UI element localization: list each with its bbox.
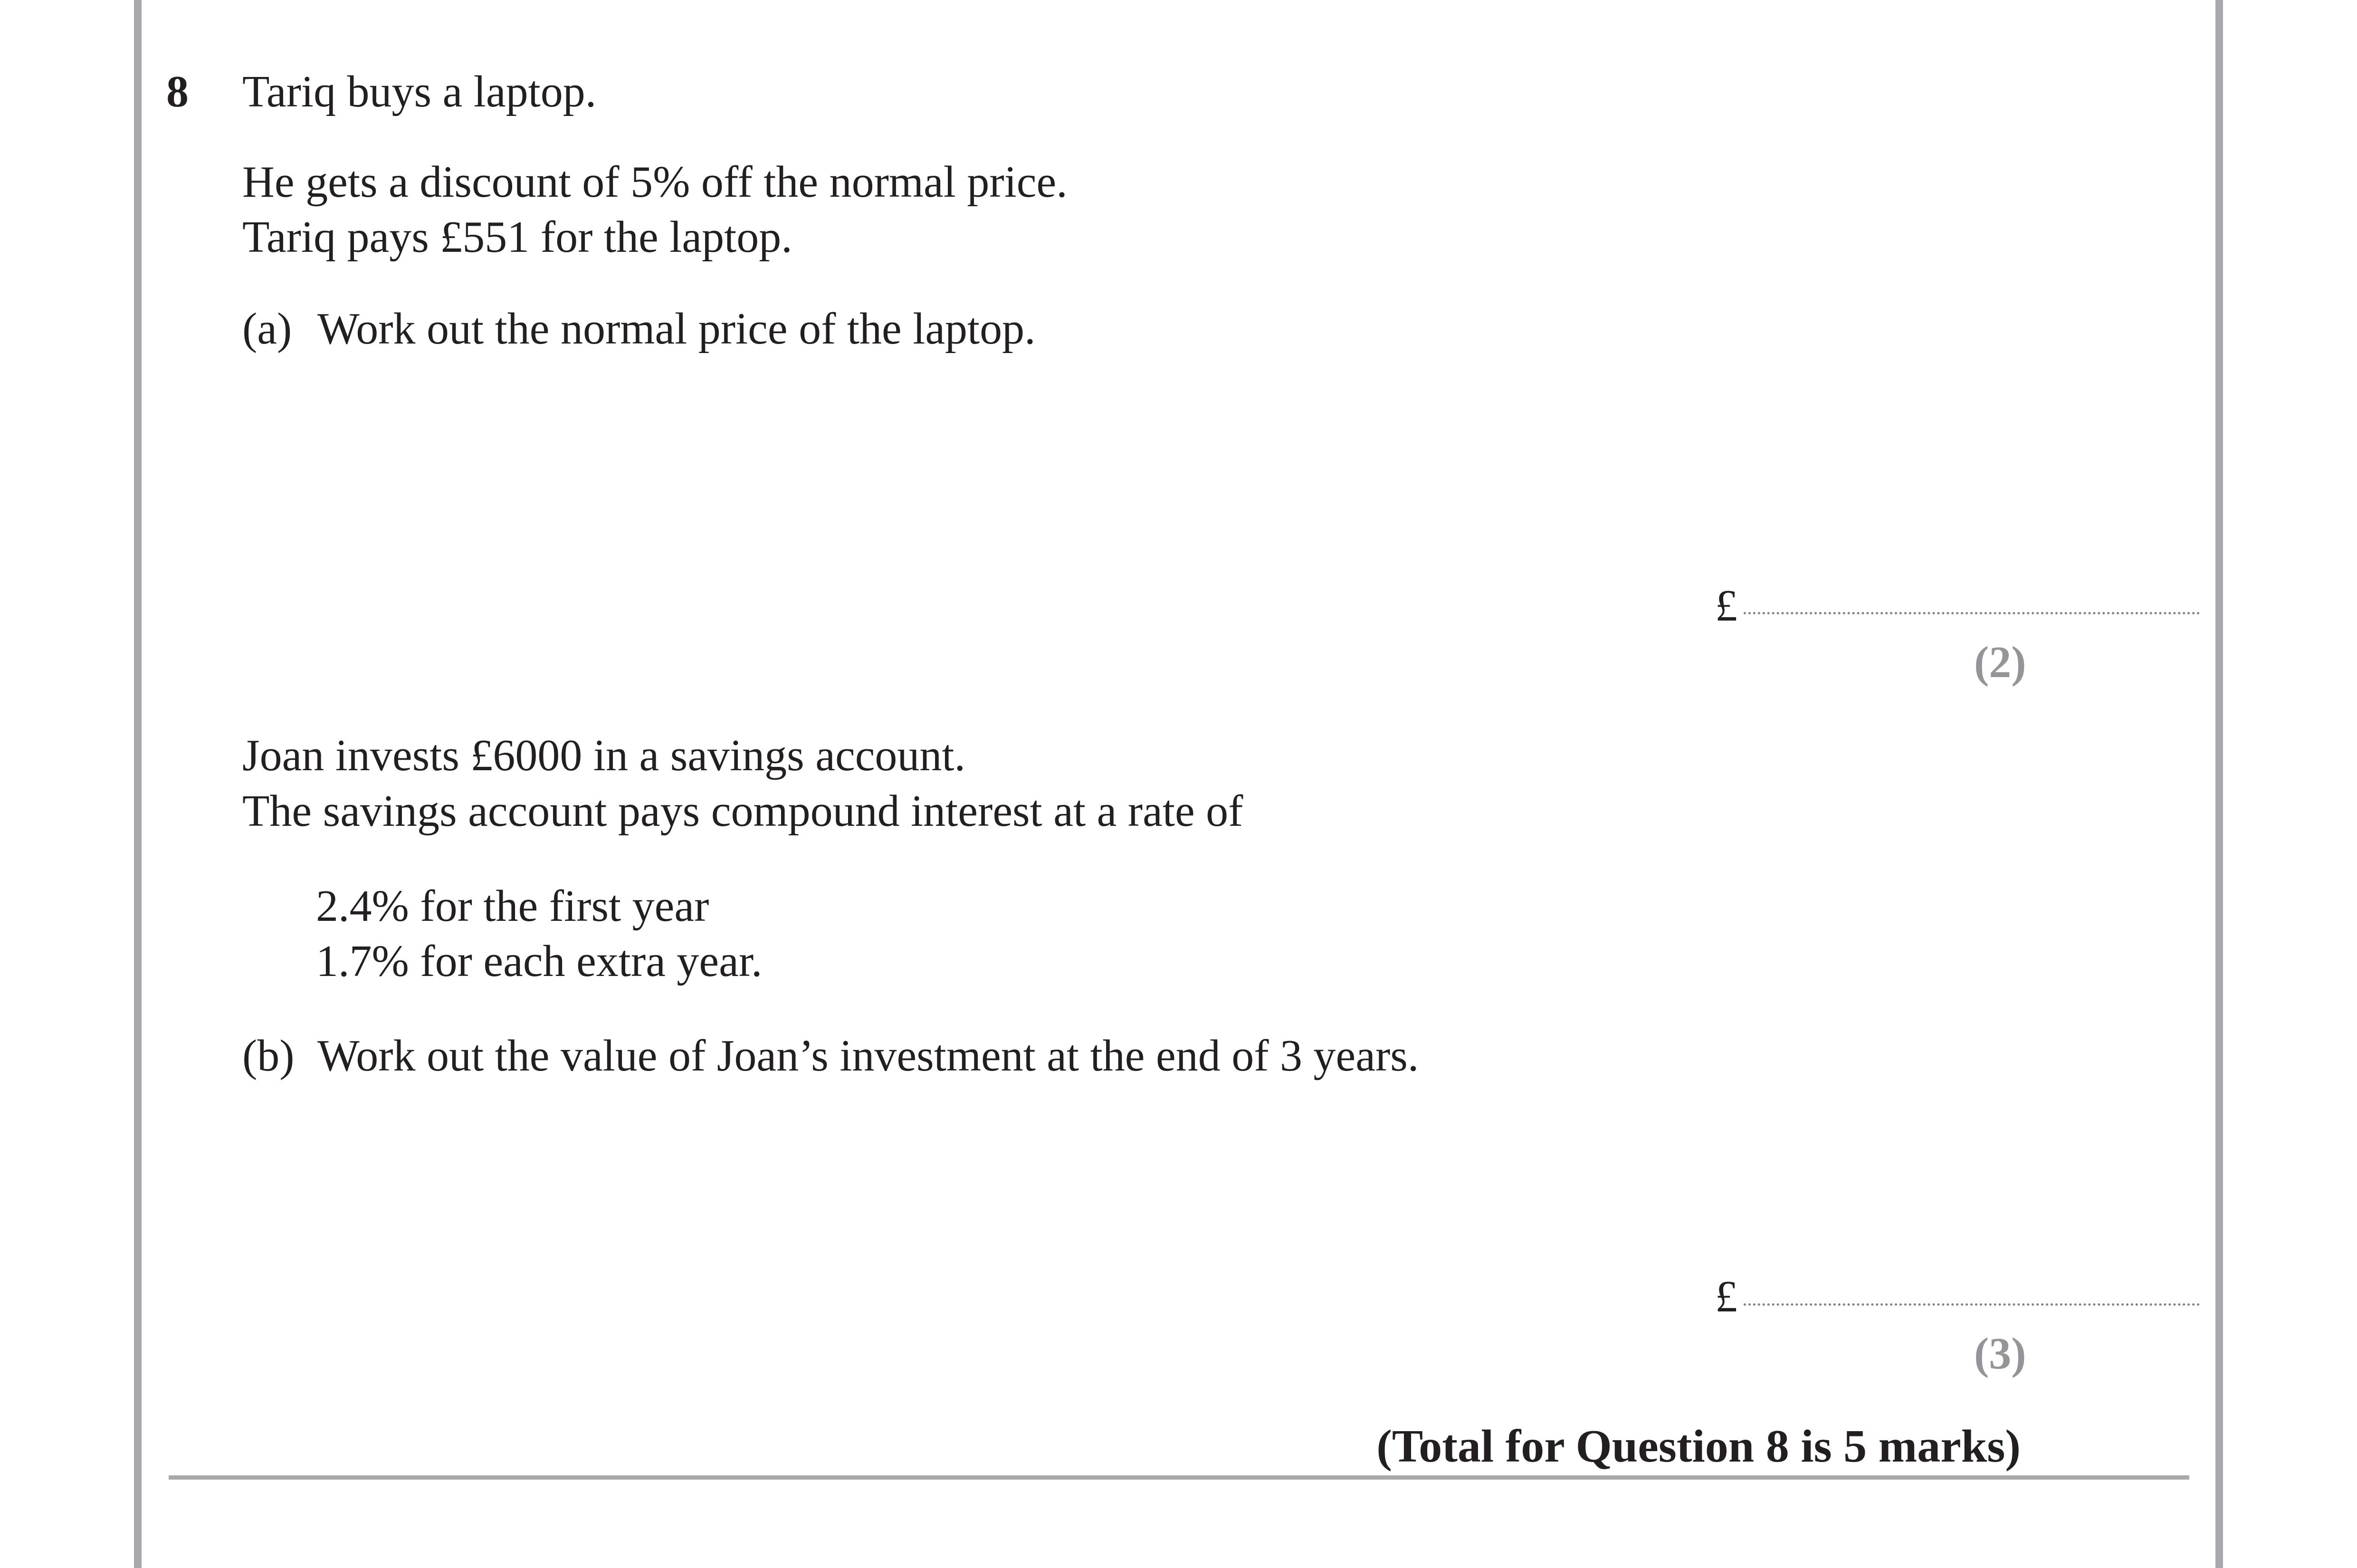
first-year-rate: 2.4% for the first year (316, 881, 709, 931)
question-number: 8 (166, 67, 189, 116)
part-a-marks: (2) (1974, 638, 2026, 687)
question-total-marks: (Total for Question 8 is 5 marks) (1376, 1421, 2021, 1472)
part-a-label: (a) (242, 304, 292, 354)
question-intro: Tariq buys a laptop. (242, 67, 597, 116)
investment-statement: Joan invests £6000 in a savings account. (242, 731, 966, 780)
part-b-text: Work out the value of Joan’s investment at the end of 3 years. (317, 1031, 1419, 1080)
interest-statement: The savings account pays compound interest at a rate of (242, 786, 1243, 836)
price-paid-statement: Tariq pays £551 for the laptop. (242, 212, 792, 262)
extra-year-rate: 1.7% for each extra year. (316, 937, 763, 986)
page-border-left (134, 0, 142, 1568)
part-b-label: (b) (242, 1031, 295, 1080)
part-a-text: Work out the normal price of the laptop. (317, 304, 1036, 354)
part-b-answer-line[interactable] (1744, 1303, 2200, 1306)
page-border-right (2215, 0, 2223, 1568)
part-a-question (242, 304, 1036, 354)
discount-statement: He gets a discount of 5% off the normal price. (242, 157, 1068, 207)
part-b-currency-symbol: £ (1715, 1272, 1737, 1321)
part-b-question (242, 1033, 1419, 1078)
question-end-rule (169, 1475, 2189, 1480)
part-b-marks: (3) (1974, 1329, 2026, 1378)
part-a-currency-symbol: £ (1715, 581, 1737, 631)
part-a-answer-line[interactable] (1744, 612, 2200, 614)
